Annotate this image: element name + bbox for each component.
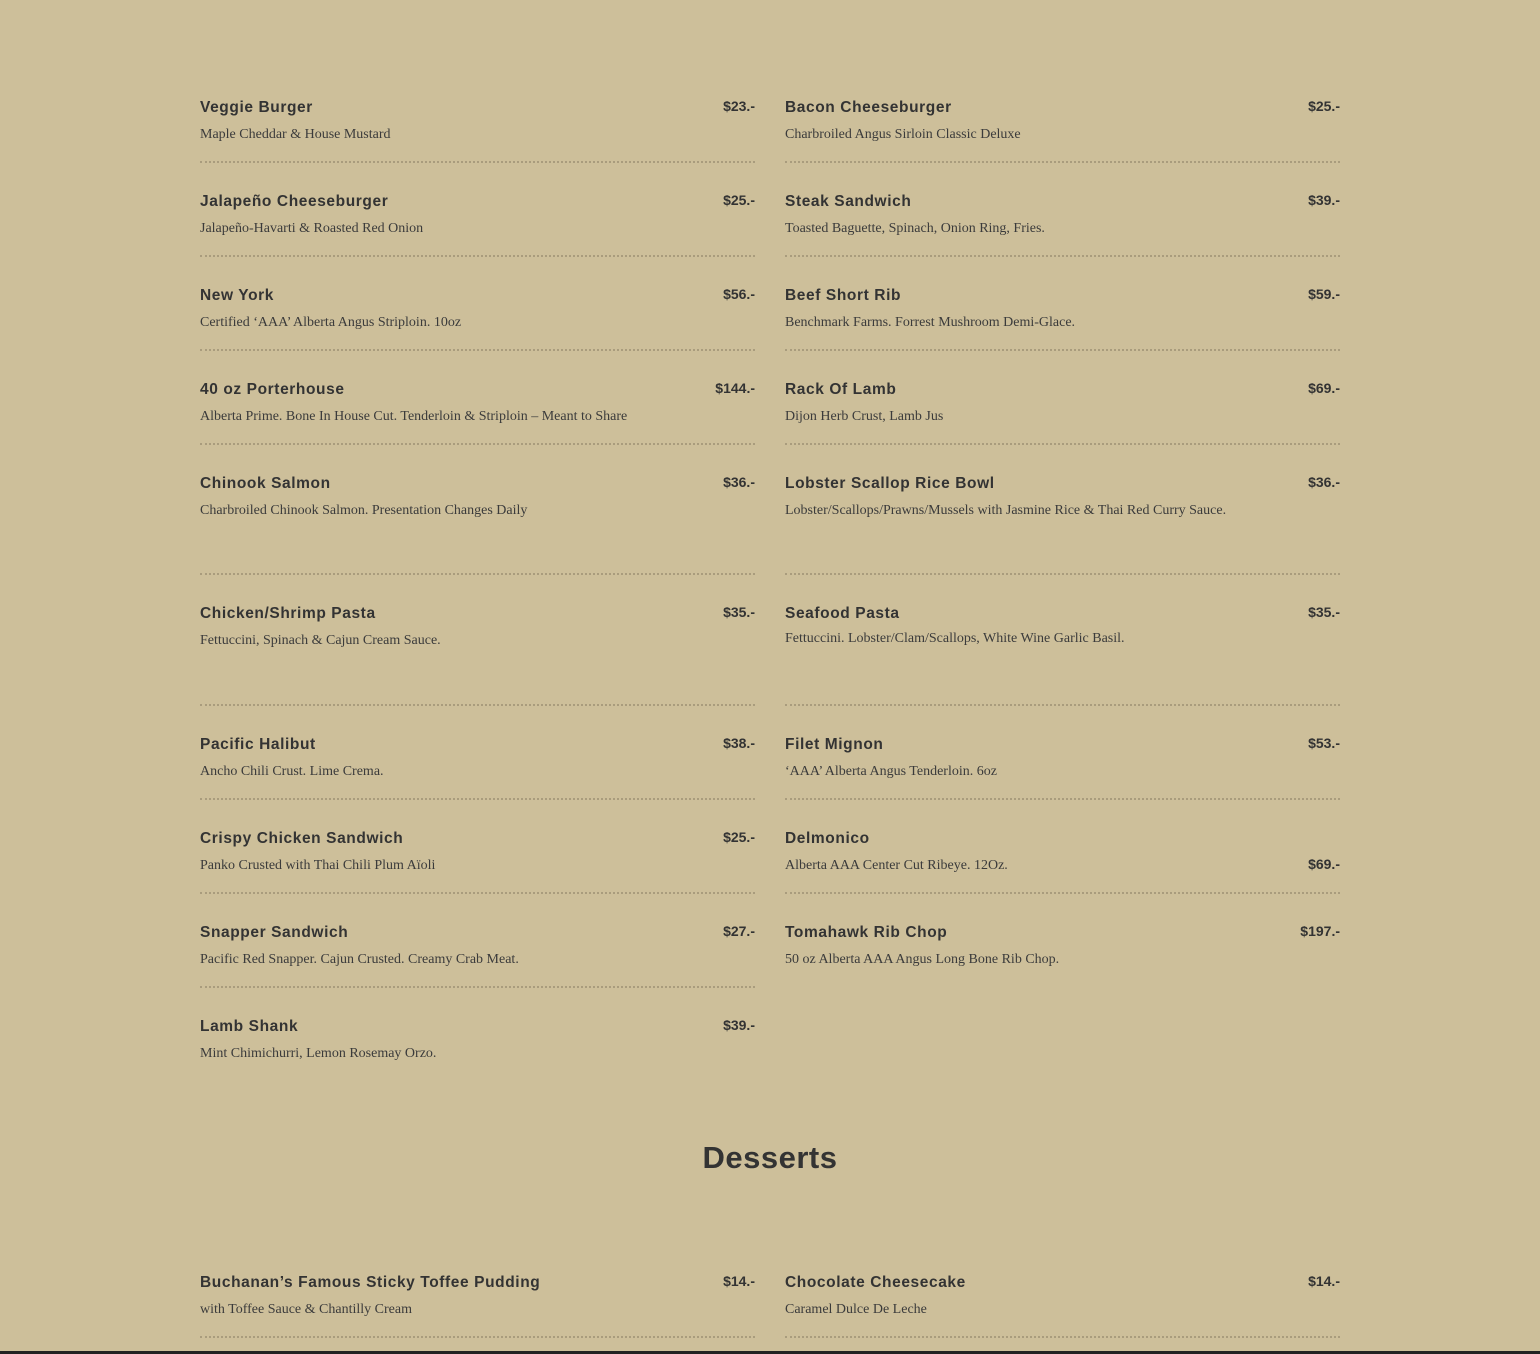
- item-description: Jalapeño-Havarti & Roasted Red Onion: [200, 221, 424, 236]
- item-name: Steak Sandwich: [785, 193, 912, 210]
- item-price: $27.-: [723, 923, 755, 939]
- item-description: ‘AAA’ Alberta Angus Tenderloin. 6oz: [785, 764, 997, 779]
- item-description: Pacific Red Snapper. Cajun Crusted. Creamy Crab Meat.: [200, 952, 519, 967]
- item-description: Alberta Prime. Bone In House Cut. Tenderloin & Striploin – Meant to Share: [200, 409, 628, 424]
- item-description: Panko Crusted with Thai Chili Plum Aïoli: [200, 858, 436, 873]
- item-name: Buchanan’s Famous Sticky Toffee Pudding: [200, 1274, 541, 1291]
- item-description: Charbroiled Chinook Salmon. Presentation Changes Daily: [200, 503, 528, 518]
- item-description: Benchmark Farms. Forrest Mushroom Demi-Glace.: [785, 315, 1076, 330]
- divider: [785, 704, 1340, 706]
- item-name: Chocolate Cheesecake: [785, 1274, 966, 1291]
- item-name: 40 oz Porterhouse: [200, 381, 345, 398]
- divider: [200, 255, 755, 257]
- item-price: $38.-: [723, 735, 755, 751]
- item-price: $69.-: [1308, 856, 1340, 872]
- item-price: $53.-: [1308, 735, 1340, 751]
- item-price: $14.-: [723, 1273, 755, 1289]
- item-price: $59.-: [1308, 286, 1340, 302]
- item-description: Fettuccini, Spinach & Cajun Cream Sauce.: [200, 633, 441, 648]
- item-price: $39.-: [1308, 192, 1340, 208]
- item-description: Toasted Baguette, Spinach, Onion Ring, Fries.: [785, 221, 1045, 236]
- item-description: Charbroiled Angus Sirloin Classic Deluxe: [785, 127, 1021, 142]
- item-name: Pacific Halibut: [200, 736, 316, 753]
- divider: [200, 573, 755, 575]
- item-description: 50 oz Alberta AAA Angus Long Bone Rib Chop.: [785, 952, 1060, 967]
- item-name: Snapper Sandwich: [200, 924, 349, 941]
- item-name: Veggie Burger: [200, 99, 313, 116]
- item-price: $25.-: [1308, 98, 1340, 114]
- item-price: $35.-: [723, 604, 755, 620]
- item-description: Certified ‘AAA’ Alberta Angus Striploin. 10oz: [200, 315, 462, 330]
- divider: [785, 573, 1340, 575]
- item-price: $56.-: [723, 286, 755, 302]
- divider: [785, 349, 1340, 351]
- divider: [200, 443, 755, 445]
- item-name: Filet Mignon: [785, 736, 884, 753]
- item-description: Alberta AAA Center Cut Ribeye. 12Oz.: [785, 858, 1008, 873]
- item-description: Maple Cheddar & House Mustard: [200, 127, 391, 142]
- item-description: Lobster/Scallops/Prawns/Mussels with Jasmine Rice & Thai Red Curry Sauce.: [785, 503, 1227, 518]
- item-description: with Toffee Sauce & Chantilly Cream: [200, 1302, 412, 1317]
- divider: [785, 255, 1340, 257]
- item-name: Crispy Chicken Sandwich: [200, 830, 404, 847]
- divider: [200, 1336, 755, 1338]
- item-description: Fettuccini. Lobster/Clam/Scallops, White Wine Garlic Basil.: [785, 631, 1125, 646]
- item-price: $69.-: [1308, 380, 1340, 396]
- item-price: $36.-: [1308, 474, 1340, 490]
- divider: [785, 892, 1340, 894]
- item-price: $36.-: [723, 474, 755, 490]
- item-name: Beef Short Rib: [785, 287, 902, 304]
- item-name: Jalapeño Cheeseburger: [200, 193, 389, 210]
- item-price: $25.-: [723, 192, 755, 208]
- divider: [785, 1336, 1340, 1338]
- divider: [785, 443, 1340, 445]
- item-name: New York: [200, 287, 275, 304]
- item-price: $35.-: [1308, 604, 1340, 620]
- item-price: $197.-: [1300, 923, 1340, 939]
- item-description: Mint Chimichurri, Lemon Rosemay Orzo.: [200, 1046, 437, 1061]
- item-name: Bacon Cheeseburger: [785, 99, 952, 116]
- item-description: Caramel Dulce De Leche: [785, 1302, 927, 1317]
- item-name: Delmonico: [785, 830, 870, 847]
- item-name: Rack Of Lamb: [785, 381, 897, 398]
- item-name: Lobster Scallop Rice Bowl: [785, 475, 995, 492]
- item-description: Dijon Herb Crust, Lamb Jus: [785, 409, 944, 424]
- divider: [785, 161, 1340, 163]
- divider: [200, 704, 755, 706]
- item-name: Tomahawk Rib Chop: [785, 924, 948, 941]
- item-price: $23.-: [723, 98, 755, 114]
- divider: [200, 892, 755, 894]
- item-price: $144.-: [715, 380, 755, 396]
- item-price: $25.-: [723, 829, 755, 845]
- item-price: $39.-: [723, 1017, 755, 1033]
- item-price: $14.-: [1308, 1273, 1340, 1289]
- divider: [785, 798, 1340, 800]
- divider: [200, 349, 755, 351]
- item-name: Seafood Pasta: [785, 605, 900, 622]
- divider: [200, 161, 755, 163]
- section-title-desserts: Desserts: [702, 1140, 838, 1175]
- item-name: Chinook Salmon: [200, 475, 331, 492]
- divider: [200, 986, 755, 988]
- item-description: Ancho Chili Crust. Lime Crema.: [200, 764, 384, 779]
- divider: [200, 798, 755, 800]
- item-name: Chicken/Shrimp Pasta: [200, 605, 376, 622]
- item-name: Lamb Shank: [200, 1018, 299, 1035]
